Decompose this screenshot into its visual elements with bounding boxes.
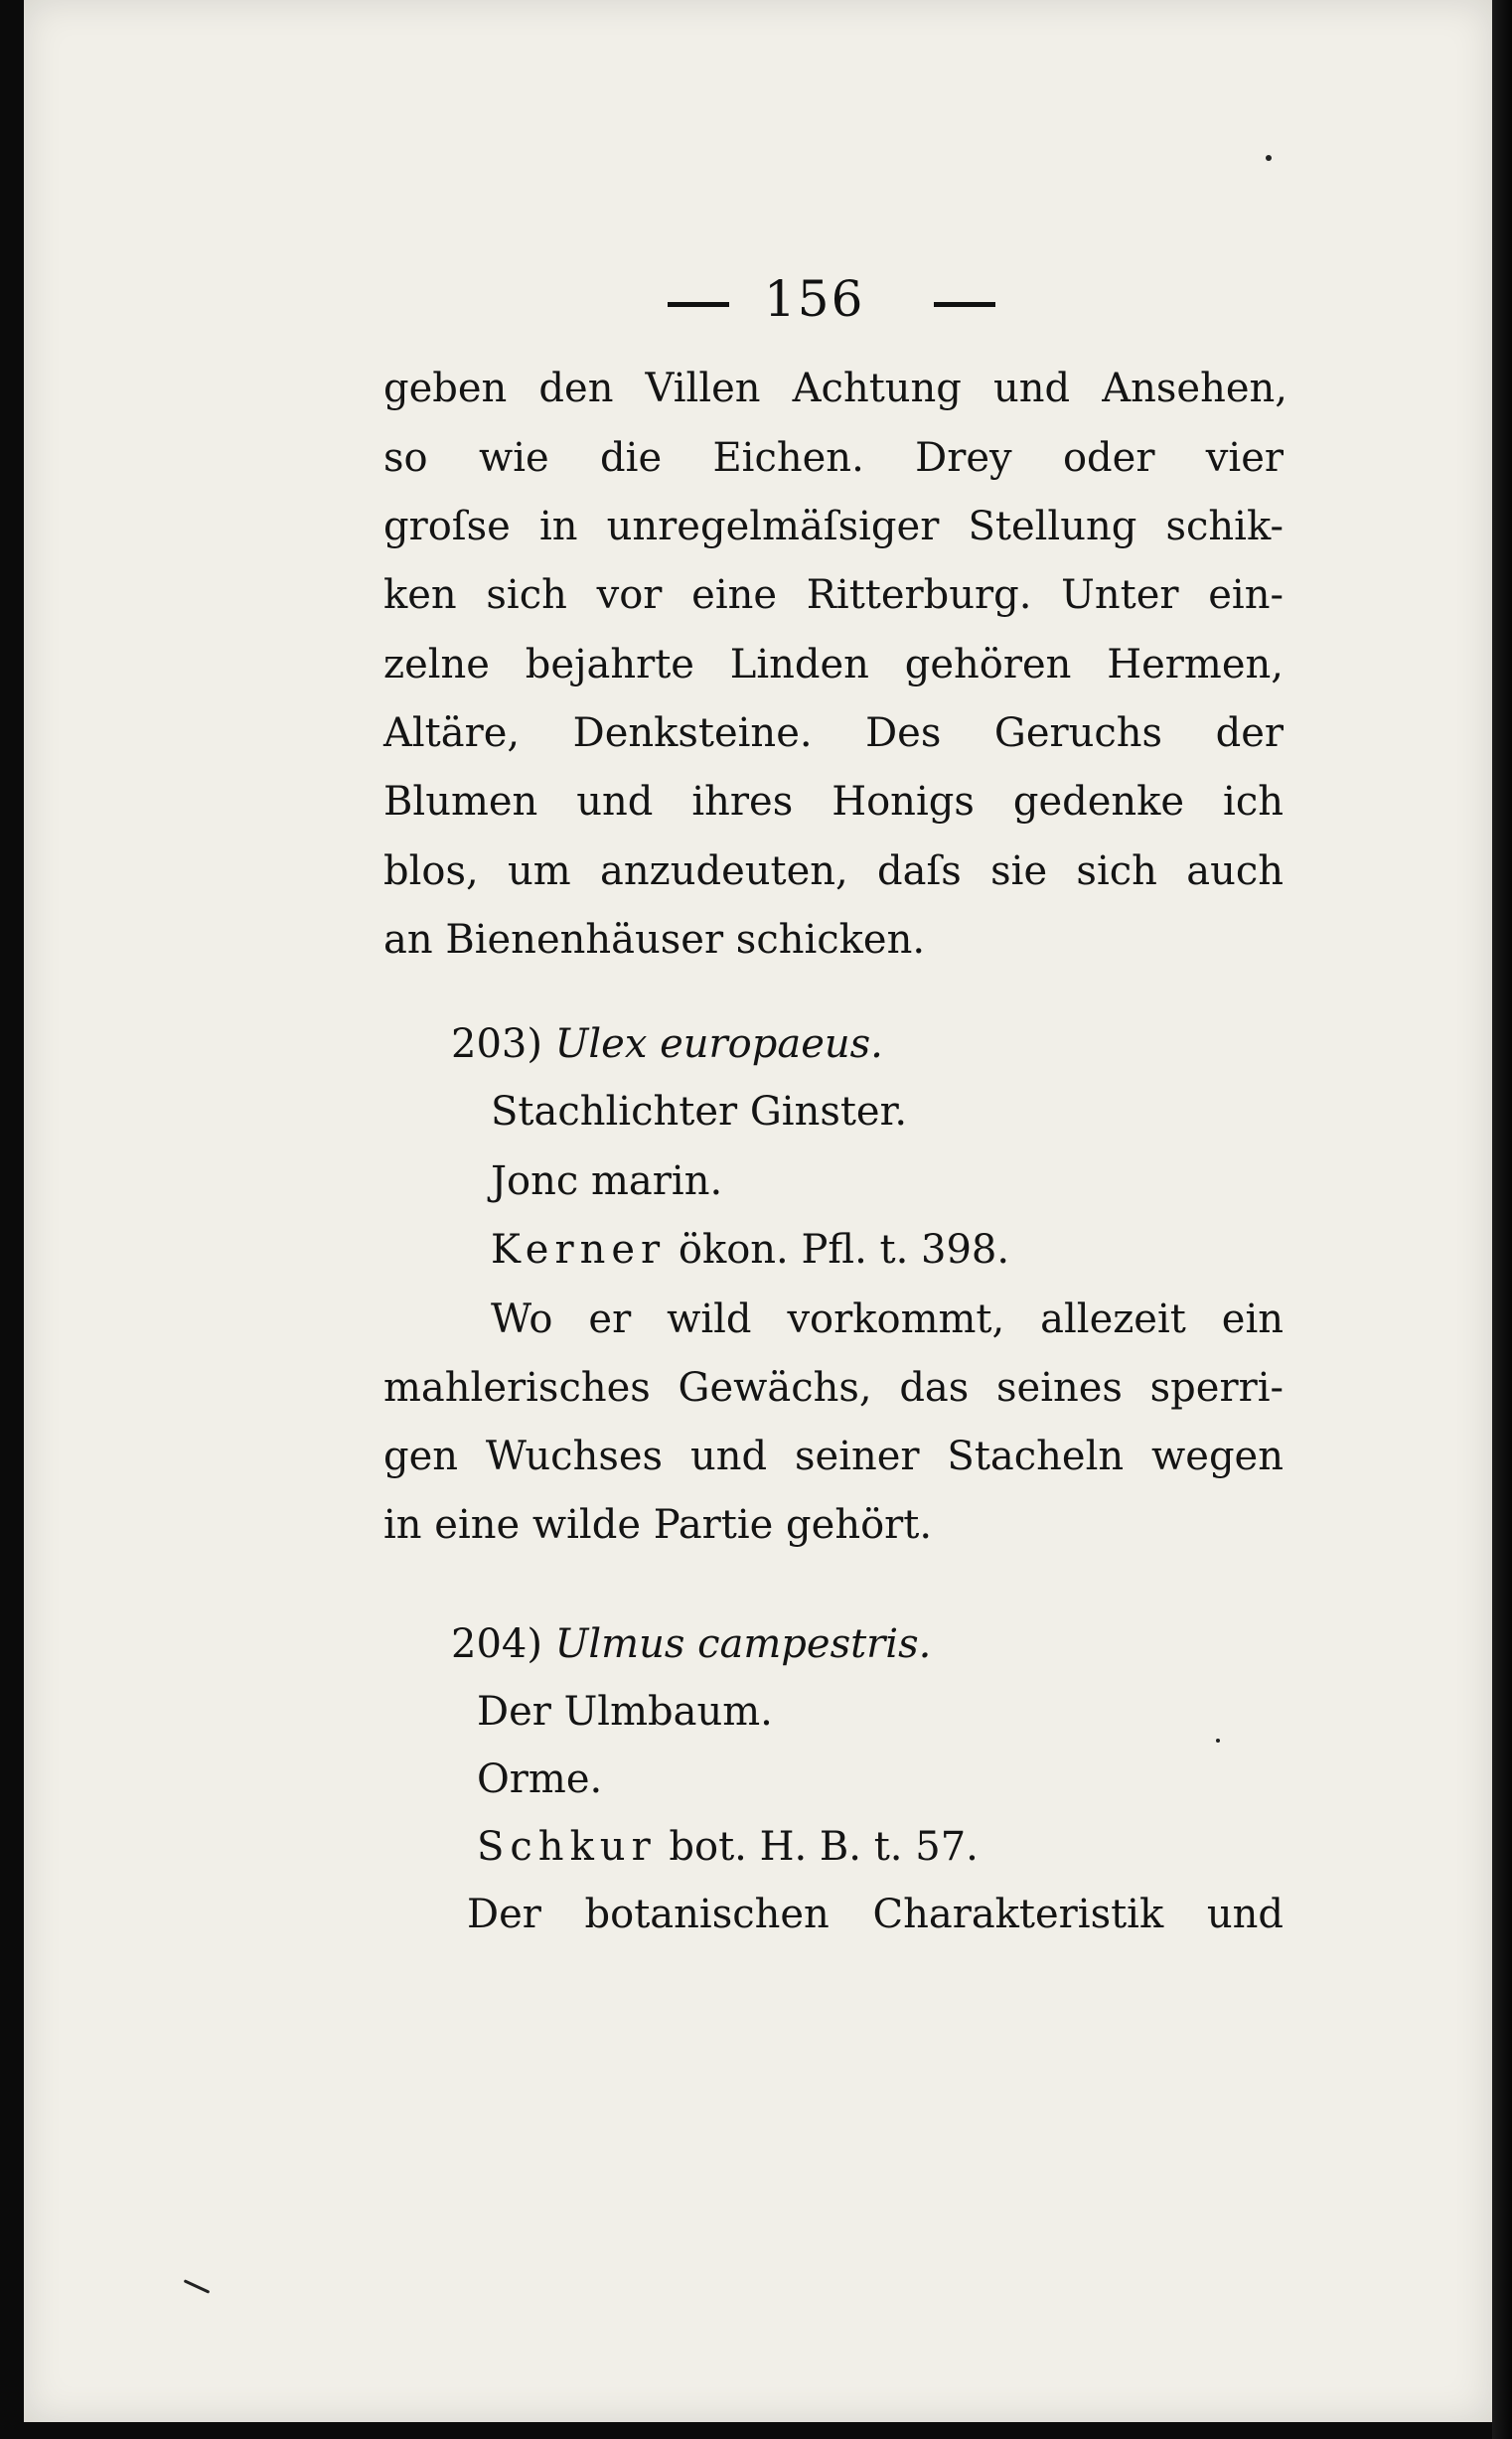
text-line: zelne bejahrte Linden gehören Hermen, bbox=[383, 642, 1284, 687]
reference-author: Kerner bbox=[491, 1227, 667, 1273]
reference bbox=[491, 1227, 1009, 1273]
text-line: an Bienenhäuser schicken. bbox=[383, 917, 926, 963]
species-name: Ulex europaeus. bbox=[554, 1021, 883, 1067]
scan-speck bbox=[184, 2279, 211, 2294]
entry-203 bbox=[383, 1021, 1287, 1578]
entry-number: 203) bbox=[451, 1021, 542, 1067]
reference bbox=[477, 1824, 979, 1870]
entry-number: 204) bbox=[451, 1621, 542, 1667]
text-line: groſse in unregelmäſsiger Stellung schik- bbox=[383, 504, 1284, 549]
species-name: Ulmus campestris. bbox=[554, 1621, 932, 1667]
text-line: mahlerisches Gewächs, das seines sperri- bbox=[383, 1365, 1284, 1411]
scan-speck bbox=[1266, 155, 1272, 161]
text-line: in eine wilde Partie gehört. bbox=[383, 1502, 933, 1548]
reference-detail: ökon. Pfl. t. 398. bbox=[678, 1227, 1010, 1273]
german-name: Stachlichter Ginster. bbox=[491, 1089, 908, 1135]
page-header bbox=[24, 266, 1492, 336]
header-dash-right bbox=[934, 302, 995, 307]
entry-heading bbox=[451, 1021, 883, 1067]
scan-speck bbox=[1216, 1739, 1220, 1743]
french-name: Jonc marin. bbox=[491, 1158, 723, 1204]
page-edge bbox=[1492, 0, 1512, 2439]
reference-author: Schkur bbox=[477, 1824, 657, 1870]
text-line: ken sich vor eine Ritterburg. Unter ein- bbox=[383, 572, 1284, 618]
entry-204 bbox=[383, 1621, 1287, 1949]
text-line: so wie die Eichen. Drey oder vier bbox=[383, 435, 1284, 481]
text-line: gen Wuchses und seiner Stacheln wegen bbox=[383, 1434, 1284, 1479]
text-line: blos, um anzudeuten, daſs sie sich auch bbox=[383, 848, 1284, 894]
text-line: Wo er wild vorkommt, allezeit ein bbox=[491, 1296, 1284, 1342]
text-line: Blumen und ihres Honigs gedenke ich bbox=[383, 779, 1284, 825]
text-line: geben den Villen Achtung und Ansehen, bbox=[383, 366, 1287, 411]
paragraph-continuation bbox=[383, 366, 1287, 982]
reference-detail: bot. H. B. t. 57. bbox=[669, 1824, 979, 1870]
text-line: Altäre, Denksteine. Des Geruchs der bbox=[383, 710, 1284, 756]
text-line: Der botanischen Charakteristik und bbox=[467, 1892, 1284, 1937]
page-number: 156 bbox=[764, 270, 865, 328]
book-page bbox=[24, 0, 1492, 2422]
french-name: Orme. bbox=[477, 1756, 603, 1802]
german-name: Der Ulmbaum. bbox=[477, 1689, 773, 1735]
entry-heading bbox=[451, 1621, 931, 1667]
header-dash-left bbox=[668, 302, 729, 307]
